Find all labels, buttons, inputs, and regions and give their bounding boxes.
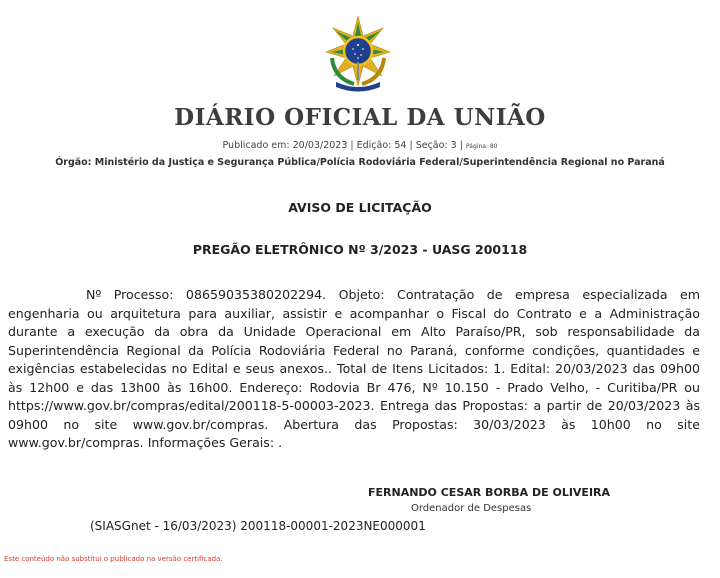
publication-title: DIÁRIO OFICIAL DA UNIÃO — [174, 104, 546, 131]
issuing-agency: Órgão: Ministério da Justiça e Segurança Pública/Polícia Rodoviária Federal/Superintendência Regional no Paraná — [55, 157, 665, 168]
publication-info — [0, 140, 720, 151]
signatory-role: Ordenador de Despesas — [411, 503, 532, 514]
coat-of-arms-emblem — [320, 14, 396, 94]
siasg-reference: (SIASGnet - 16/03/2023) 200118-00001-2023NE000001 — [90, 519, 426, 533]
publication-details: Publicado em: 20/03/2023 | Edição: 54 | Seção: 3 | — [222, 140, 463, 151]
page-number: Página: 80 — [465, 143, 498, 150]
signatory-name: FERNANDO CESAR BORBA DE OLIVEIRA — [368, 486, 611, 499]
notice-body — [8, 286, 700, 453]
auction-heading: PREGÃO ELETRÔNICO Nº 3/2023 - UASG 200118 — [192, 242, 528, 257]
disclaimer-note: Este conteúdo não substitui o publicado na versão certificada. — [4, 555, 223, 563]
notice-body-text: Nº Processo: 08659035380202294. Objeto: Contratação de empresa especializada em engenharia ou arquitetura para auxiliar, assistir e acompanhar o Fiscal do Contrato e a Administração durante a execução da obra da Unidade Operacional em Alto Paraíso/PR, sob responsabilidade da Superintendência Regional da Polícia Rodoviária Federal no Paraná, conforme condições, quantidades e exigências estabelecidas no Edital e seus anexos.. Total de Itens Licitados: 1. Edital: 20/03/2023 das 09h00 às 12h00 e das 13h00 às 16h00. Endereço: Rodovia Br 476, Nº 10.150 - Prado Velho, - Curitiba/PR ou https://www.gov.br/compras/edital/200118-5-00003-2023. Entrega das Propostas: a partir de 20/03/2023 às 09h00 no site www.gov.br/compras. Abertura das Propostas: 30/03/2023 às 10h00 no site www.gov.br/compras. Informações Gerais: . — [8, 287, 700, 450]
notice-type-heading: AVISO DE LICITAÇÃO — [288, 200, 432, 215]
